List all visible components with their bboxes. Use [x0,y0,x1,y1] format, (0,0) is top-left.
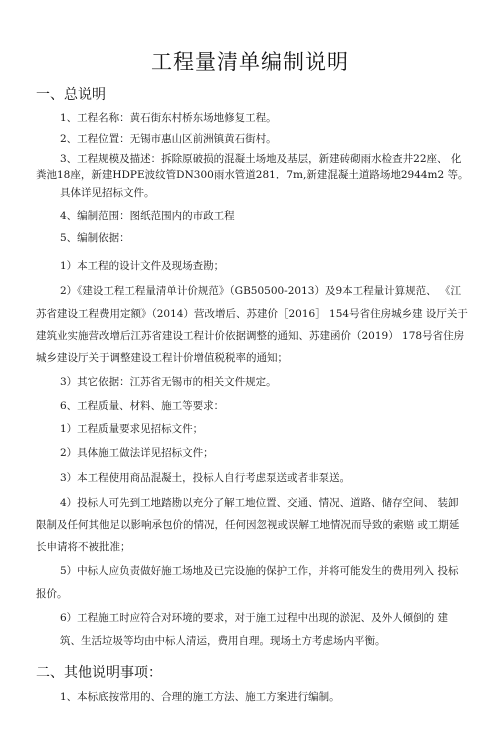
page-title: 工程量清单编制说明 [151,50,349,74]
requirement-4-line2: 限制及任何其他足以影响承包价的情况，任何因忽视或误解工地情况而导致的索赔 或工期延 [36,519,460,531]
basis-item-3: 3）其它依据：江苏省无锡市的相关文件规定。 [60,376,277,388]
requirement-4-line1: 4）投标人可先到工地踏勘以充分了解工地位置、交通、情况、道路、储存空间、 装卸 [60,497,459,509]
item-project-name: 1、工程名称：黄石街东村桥东场地修复工程。 [60,112,277,124]
basis-item-2-line2: 苏省建设工程费用定额》（2014）营改增后、苏建价［2016］ 154号省住房城乡建 设厅关于 [36,308,468,320]
requirement-4-line3: 长申请将不被批准； [36,541,131,553]
basis-item-1: 1）本工程的设计文件及现场查勘； [60,260,225,272]
section-heading-other: 二、其他说明事项： [36,665,162,681]
item-project-scale-line1: 3、工程规模及描述：拆除原破损的混凝土场地及基层，新建砖砌雨水检查井22座、 化 [60,153,462,165]
requirement-1: 1）工程质量要求见招标文件； [60,423,204,435]
item-basis: 5、编制依据： [60,232,130,244]
basis-item-2-line1: 2）《建设工程工程量清单计价规范》（GB50500-2013）及9本工程量计算规范、 《江 [60,285,461,297]
requirements-heading: 6、工程质量、材料、施工等要求： [60,400,225,412]
section-heading-general: 一、总说明 [36,87,106,103]
requirement-3: 3）本工程使用商品混凝土，投标人自行考虑泵送或者非泵送。 [60,472,351,484]
requirement-6-line1: 6）工程施工时应符合对环境的要求，对于施工过程中出现的淤泥、及外人倾倒的 建 [60,612,449,624]
requirement-5-line2: 报价。 [36,588,68,600]
requirement-2: 2）具体施工做法详见招标文件； [60,447,214,459]
item-project-scale-line3: 具体详见招标文件。 [60,187,155,199]
requirement-6-line2: 筑、生活垃圾等均由中标人清运，费用自理。现场土方考虑场内平衡。 [60,635,386,647]
other-item-1: 1、本标底按常用的、合理的施工方法、施工方案进行编制。 [60,691,340,703]
requirement-5-line1: 5）中标人应负责做好施工场地及已完设施的保护工作，并将可能发生的费用列入 投标 [60,565,459,577]
item-scope: 4、编制范围：图纸范围内的市政工程 [60,210,235,222]
basis-item-2-line4: 城乡建设厅关于调整建设工程计价增值税税率的通知； [36,352,288,364]
item-project-location: 2、工程位置：无锡市惠山区前洲镇黄石街村。 [60,133,277,145]
item-project-scale-line2: 粪池18座，新建HDPE波纹管DN300雨水管道281．7m,新建混凝土道路场地2944m2 等。 [36,169,469,181]
basis-item-2-line3: 建筑业实施营改增后江苏省建设工程计价依据调整的通知、苏建函价（2019） 178号省住房 [36,330,465,342]
